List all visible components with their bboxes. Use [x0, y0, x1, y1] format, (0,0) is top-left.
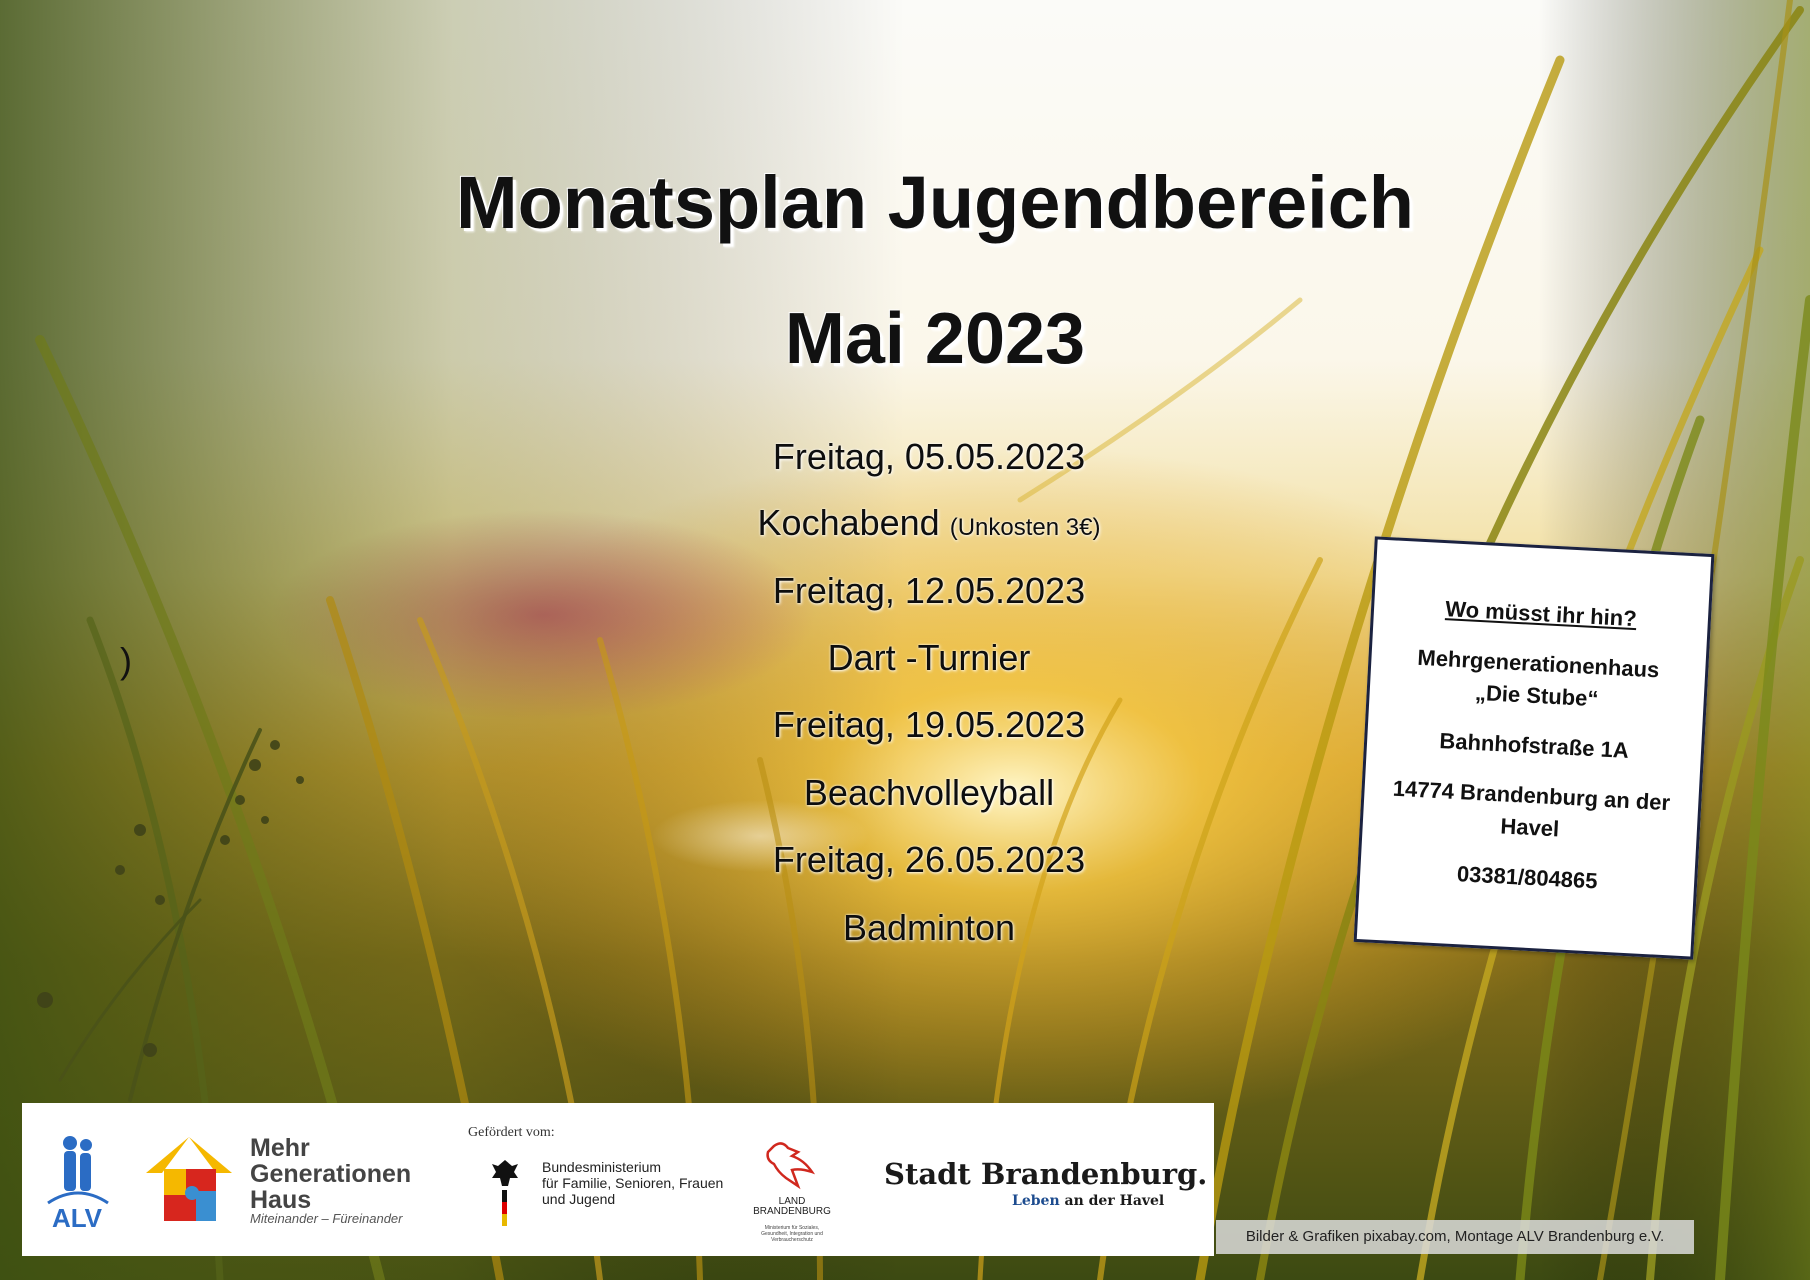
stadt-tagline-b: an der Havel	[1059, 1193, 1165, 1209]
street-address: Bahnhofstraße 1A	[1438, 728, 1630, 763]
city-line-1: 14774 Brandenburg an der	[1392, 775, 1671, 816]
schedule-date-3: Freitag, 19.05.2023	[772, 704, 1086, 745]
land-brandenburg-text	[752, 1197, 832, 1217]
schedule-date-4: Freitag, 26.05.2023	[772, 839, 1086, 880]
event-note: (Unkosten 3€)	[949, 514, 1101, 541]
city-line-2: Havel	[1499, 813, 1560, 842]
mgh-tagline: Miteinander – Füreinander	[250, 1211, 403, 1226]
mgh-line-3: Haus	[250, 1186, 312, 1214]
location-info-box	[1354, 536, 1715, 959]
sponsor-logo-bar	[22, 1103, 1214, 1256]
phone-number: 03381/804865	[1456, 861, 1599, 894]
stray-parenthesis: )	[120, 640, 132, 681]
month-title: Mai 2023	[784, 299, 1086, 379]
alv-logo-text: ALV	[51, 1203, 103, 1231]
mgh-line-1: Mehr	[250, 1134, 310, 1162]
bmfsfj-line-2: für Familie, Senioren, Frauen	[542, 1175, 724, 1191]
stadt-tagline	[1012, 1193, 1164, 1209]
land-line-2: BRANDENBURG	[753, 1206, 831, 1217]
schedule-event-2: Dart -Turnier	[827, 637, 1031, 678]
bmfsfj-line-3: und Jugend	[542, 1191, 616, 1207]
federal-eagle-icon	[490, 1158, 520, 1228]
page-title: Monatsplan Jugendbereich	[455, 161, 1415, 244]
schedule-event-1	[0, 502, 1810, 544]
mgh-line-2: Generationen	[250, 1160, 412, 1188]
city-address	[1362, 771, 1699, 852]
mgh-wordmark	[250, 1135, 411, 1213]
ministry-subtext: Ministerium für Soziales, Gesundheit, Integration und Verbraucherschutz	[761, 1225, 823, 1243]
venue-line-1: Mehrgenerationenhaus	[1416, 644, 1660, 683]
venue-name	[1369, 639, 1706, 720]
info-heading: Wo müsst ihr hin?	[1444, 596, 1638, 632]
schedule-event-3: Beachvolleyball	[803, 772, 1055, 813]
schedule-event-4: Badminton	[842, 907, 1016, 948]
brandenburg-eagle-icon	[752, 1138, 832, 1198]
bmfsfj-line-1: Bundesministerium	[542, 1159, 662, 1175]
stadt-brandenburg-logo: Stadt Brandenburg.	[884, 1157, 1208, 1191]
bmfsfj-text	[542, 1159, 723, 1207]
alv-logo	[38, 1133, 116, 1231]
house-icon	[142, 1133, 236, 1225]
image-credits: Bilder & Grafiken pixabay.com, Montage ALV Brandenburg e.V.	[1216, 1220, 1694, 1254]
stadt-tagline-a: Leben	[1012, 1193, 1060, 1209]
event-name: Kochabend	[757, 502, 940, 543]
land-line-1: LAND	[778, 1196, 806, 1207]
schedule-date-1: Freitag, 05.05.2023	[772, 436, 1086, 477]
venue-line-2: „Die Stube“	[1474, 679, 1600, 712]
funded-by-label: Gefördert vom:	[468, 1125, 555, 1140]
schedule-date-2: Freitag, 12.05.2023	[772, 570, 1086, 611]
